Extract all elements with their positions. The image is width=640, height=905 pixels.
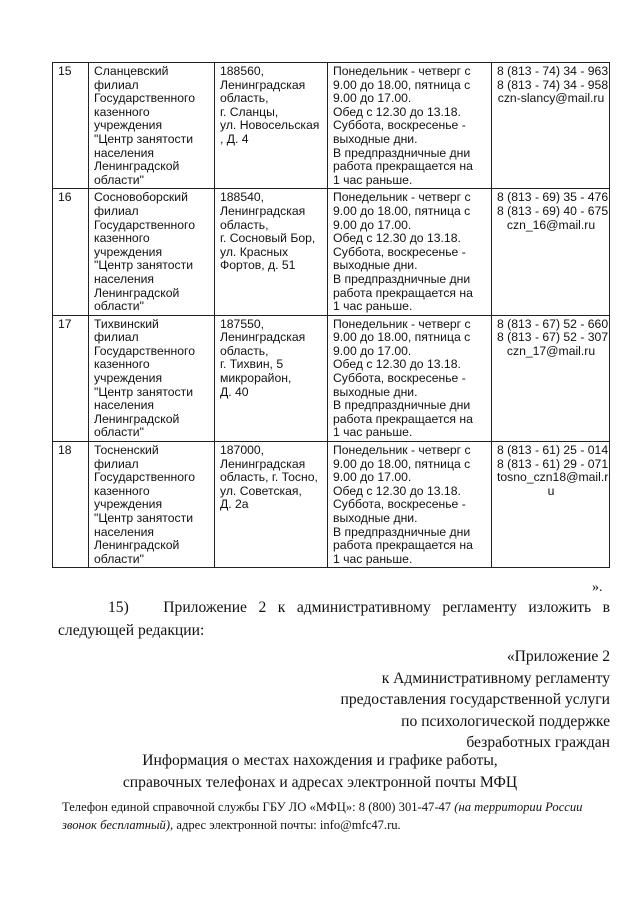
office-address-cell <box>215 189 328 315</box>
office-name-line: "Центр занятости <box>94 511 193 525</box>
office-hours-line: Обед с 12.30 до 13.18. <box>333 104 461 119</box>
office-hours-line: 9.00 до 18.00, пятница с <box>333 77 471 92</box>
office-contacts-cell <box>492 63 610 189</box>
office-hours-line: Понедельник - четверг с <box>333 316 471 331</box>
office-contact-line: tosno_czn18@mail.r <box>497 470 609 485</box>
office-hours-line: Обед с 12.30 до 13.18. <box>333 231 461 246</box>
office-hours-line: выходные дни. <box>333 511 418 525</box>
office-contact-line: czn_16@mail.ru <box>506 217 596 232</box>
office-contact-line: 8 (813 - 67) 52 - 660 <box>497 316 609 331</box>
office-name-line: населения <box>94 524 155 539</box>
office-address-line: Ленинградская <box>220 203 306 218</box>
office-name-line: Ленинградской <box>94 285 180 300</box>
office-name-line: казенного <box>94 104 150 119</box>
office-hours-line: работа прекращается на <box>333 411 473 426</box>
office-contact-line: 8 (813 - 74) 34 - 963 <box>497 64 609 78</box>
office-hours-line: В предпраздничные дни <box>333 145 471 160</box>
office-address-line: область, <box>220 343 269 358</box>
office-number-cell <box>53 189 89 315</box>
office-name-line: казенного <box>94 231 150 246</box>
office-name-line: учреждения <box>94 371 163 386</box>
office-address-line: ул. Новосельская <box>220 118 320 133</box>
office-contact-line: 8 (813 - 74) 34 - 958 <box>497 77 609 92</box>
office-hours-line: В предпраздничные дни <box>333 271 471 286</box>
office-hours-line: 1 час раньше. <box>333 172 413 187</box>
office-name-line: Тосненский <box>94 443 159 458</box>
office-hours-line: 9.00 до 17.00. <box>333 343 412 358</box>
office-hours-line: работа прекращается на <box>333 538 473 553</box>
info-title-line: Информация о местах нахождения и графике работы, <box>142 752 498 769</box>
office-name-line: Государственного <box>94 217 195 232</box>
office-name-line: Ленинградской <box>94 411 180 426</box>
office-name-line: Сосновоборский <box>94 190 188 205</box>
office-address-line: область, <box>220 91 269 106</box>
closing-quote: ». <box>592 580 603 595</box>
office-row <box>53 315 610 441</box>
office-address-line: область, г. Тосно, <box>220 470 318 485</box>
office-address-line: г. Тихвин, 5 <box>220 357 284 372</box>
office-hours-line: Суббота, воскресенье - <box>333 371 466 386</box>
office-name-line: филиал <box>94 456 139 471</box>
office-name-line: Тихвинский <box>94 316 159 331</box>
appendix-line: к Административному регламенту <box>381 669 610 687</box>
office-contact-line: 8 (813 - 61) 25 - 014 <box>497 443 609 458</box>
office-name-line: "Центр занятости <box>94 258 193 273</box>
office-name-line: области" <box>94 299 144 314</box>
office-name-line: филиал <box>94 77 139 92</box>
office-hours-cell <box>328 189 492 315</box>
office-address-line: Ленинградская <box>220 330 306 345</box>
office-name-line: казенного <box>94 357 150 372</box>
office-address-cell <box>215 315 328 441</box>
office-hours-line: выходные дни. <box>333 384 418 399</box>
office-address-line: г. Сосновый Бор, <box>220 231 316 246</box>
office-hours-line: выходные дни. <box>333 131 418 146</box>
office-name-line: Сланцевский <box>94 64 169 78</box>
office-name-line: области" <box>94 551 144 566</box>
office-contact-line: 8 (813 - 61) 29 - 071 <box>497 456 609 471</box>
office-name-cell <box>89 442 215 568</box>
office-name-line: "Центр занятости <box>94 384 193 399</box>
office-address-line: 187550, <box>220 316 265 331</box>
office-name-line: Ленинградской <box>94 538 180 553</box>
office-address-line: Ленинградская <box>220 456 306 471</box>
office-name-line: Государственного <box>94 343 195 358</box>
office-number: 18 <box>58 443 72 458</box>
hotline-italic-note: (на территории России звонок бесплатный), <box>62 800 583 832</box>
office-contact-line: 8 (813 - 69) 35 - 476 <box>497 190 609 205</box>
office-hours-line: 1 час раньше. <box>333 425 413 440</box>
office-name-line: учреждения <box>94 244 163 259</box>
office-number: 17 <box>58 316 72 331</box>
paragraph-text: Приложение 2 к административному регламенту изложить в следующей редакции: <box>58 599 610 639</box>
paragraph-number: 15) <box>108 599 129 616</box>
office-hours-line: В предпраздничные дни <box>333 524 471 539</box>
office-hours-line: 9.00 до 17.00. <box>333 91 412 106</box>
hotline-note <box>62 798 610 834</box>
office-hours-line: Понедельник - четверг с <box>333 190 471 205</box>
office-hours-line: Суббота, воскресенье - <box>333 244 466 259</box>
office-contacts-cell <box>492 189 610 315</box>
office-address-line: область, <box>220 217 269 232</box>
office-name-line: "Центр занятости <box>94 131 193 146</box>
appendix-line: по психологической поддержке <box>401 712 610 730</box>
office-hours-line: работа прекращается на <box>333 159 473 174</box>
office-contact-line: 8 (813 - 69) 40 - 675 <box>497 203 609 218</box>
office-hours-line: 1 час раньше. <box>333 299 413 314</box>
office-name-line: населения <box>94 398 155 413</box>
office-hours-cell <box>328 442 492 568</box>
office-address-line: ул. Красных <box>220 244 289 259</box>
office-name-cell <box>89 63 215 189</box>
office-number: 16 <box>58 190 72 205</box>
office-address-line: Ленинградская <box>220 77 306 92</box>
offices-table <box>52 62 610 568</box>
office-address-cell <box>215 63 328 189</box>
office-contact-line: u <box>547 483 555 498</box>
offices-table-body <box>53 63 610 568</box>
office-name-line: области" <box>94 425 144 440</box>
office-address-line: , Д. 4 <box>220 131 249 146</box>
office-hours-line: выходные дни. <box>333 258 418 273</box>
office-hours-line: работа прекращается на <box>333 285 473 300</box>
office-contacts-cell <box>492 315 610 441</box>
office-hours-cell <box>328 63 492 189</box>
office-address-line: 188540, <box>220 190 265 205</box>
office-row <box>53 189 610 315</box>
office-hours-line: Обед с 12.30 до 13.18. <box>333 483 461 498</box>
office-hours-line: В предпраздничные дни <box>333 398 471 413</box>
office-name-line: филиал <box>94 203 139 218</box>
info-title <box>0 750 640 793</box>
office-contacts-cell <box>492 442 610 568</box>
office-hours-line: Суббота, воскресенье - <box>333 118 466 133</box>
office-name-line: области" <box>94 172 144 187</box>
office-hours-line: 9.00 до 18.00, пятница с <box>333 203 471 218</box>
office-hours-line: 9.00 до 17.00. <box>333 470 412 485</box>
office-hours-line: 9.00 до 18.00, пятница с <box>333 456 471 471</box>
office-contact-line: czn-slancy@mail.ru <box>497 91 605 106</box>
appendix-line: «Приложение 2 <box>506 648 610 665</box>
office-contact-line: 8 (813 - 67) 52 - 307 <box>497 330 609 345</box>
office-name-line: учреждения <box>94 118 163 133</box>
office-number-cell <box>53 442 89 568</box>
info-title-line: справочных телефонах и адресах электронной почты МФЦ <box>122 773 518 791</box>
office-address-line: Д. 2а <box>220 497 249 512</box>
office-name-line: казенного <box>94 483 150 498</box>
office-name-cell <box>89 189 215 315</box>
office-address-line: г. Сланцы, <box>220 104 279 119</box>
office-hours-line: Понедельник - четверг с <box>333 443 471 458</box>
office-hours-line: Обед с 12.30 до 13.18. <box>333 357 461 372</box>
appendix-header <box>340 646 610 754</box>
office-hours-line: 9.00 до 18.00, пятница с <box>333 330 471 345</box>
office-address-line: 187000, <box>220 443 265 458</box>
amendment-paragraph <box>58 596 610 642</box>
appendix-line: безработных граждан <box>466 734 610 751</box>
hotline-text: Телефон единой справочной службы ГБУ ЛО «МФЦ»: 8 (800) 301-47-47 <box>62 800 455 814</box>
office-number-cell <box>53 315 89 441</box>
office-hours-line: Понедельник - четверг с <box>333 64 471 78</box>
hotline-email-text: адрес электронной почты: info@mfc47.ru. <box>173 818 401 832</box>
office-address-line: микрорайон, <box>220 371 292 386</box>
office-address-line: Фортов, д. 51 <box>220 258 296 273</box>
appendix-line: предоставления государственной услуги <box>340 691 610 708</box>
office-address-line: ул. Советская, <box>220 483 302 498</box>
office-row <box>53 63 610 189</box>
office-name-line: учреждения <box>94 497 163 512</box>
office-name-line: Государственного <box>94 91 195 106</box>
office-name-line: Государственного <box>94 470 195 485</box>
office-address-line: 188560, <box>220 64 265 78</box>
office-name-line: Ленинградской <box>94 159 180 174</box>
office-row <box>53 442 610 568</box>
office-address-line: Д. 40 <box>220 384 249 399</box>
office-name-line: населения <box>94 145 155 160</box>
office-number: 15 <box>58 64 72 78</box>
office-hours-line: Суббота, воскресенье - <box>333 497 466 512</box>
office-contact-line: czn_17@mail.ru <box>506 343 596 358</box>
office-address-cell <box>215 442 328 568</box>
office-hours-cell <box>328 315 492 441</box>
office-number-cell <box>53 63 89 189</box>
office-hours-line: 1 час раньше. <box>333 551 413 566</box>
office-name-cell <box>89 315 215 441</box>
office-hours-line: 9.00 до 17.00. <box>333 217 412 232</box>
office-name-line: филиал <box>94 330 139 345</box>
office-name-line: населения <box>94 271 155 286</box>
